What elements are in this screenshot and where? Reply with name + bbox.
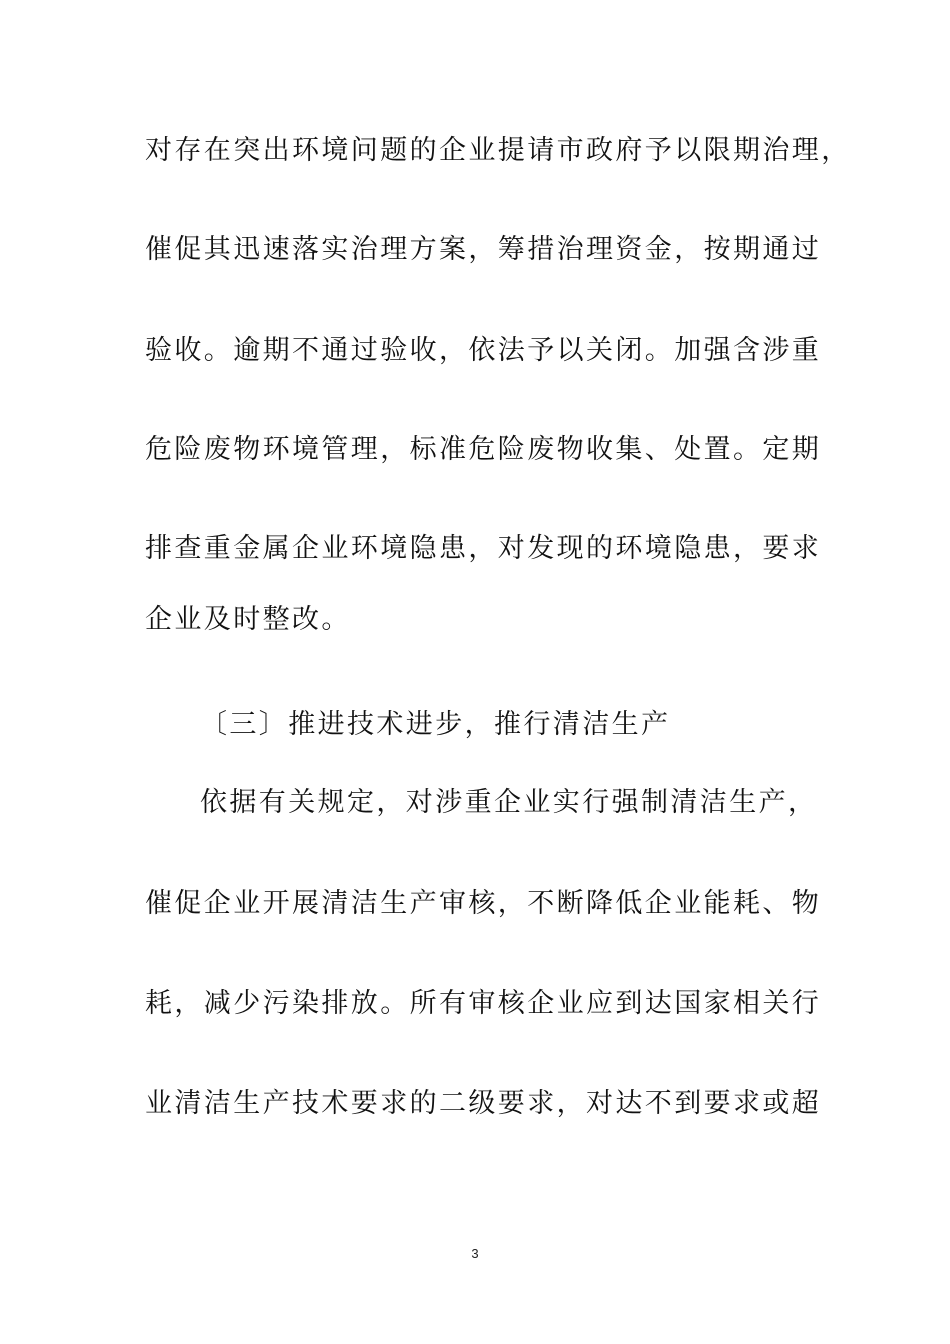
paragraph-line: 排查重金属企业环境隐患，对发现的环境隐患，要求: [145, 533, 822, 564]
paragraph-line: 耗，减少污染排放。所有审核企业应到达国家相关行: [145, 988, 822, 1019]
paragraph-line: 验收。逾期不通过验收，依法予以关闭。加强含涉重: [145, 335, 822, 366]
paragraph-line: 企业及时整改。: [145, 604, 351, 635]
paragraph-line: 对存在突出环境问题的企业提请市政府予以限期治理，: [145, 135, 851, 166]
paragraph-line: 业清洁生产技术要求的二级要求，对达不到要求或超: [145, 1088, 822, 1119]
page-number: 3: [471, 1246, 479, 1261]
paragraph-line: 依据有关规定，对涉重企业实行强制清洁生产，: [200, 787, 818, 818]
paragraph-line: 危险废物环境管理，标准危险废物收集、处置。定期: [145, 434, 822, 465]
paragraph-line: 催促企业开展清洁生产审核，不断降低企业能耗、物: [145, 888, 822, 919]
paragraph-line: 催促其迅速落实治理方案，筹措治理资金，按期通过: [145, 234, 822, 265]
section-heading: 〔三〕推进技术进步，推行清洁生产: [200, 709, 671, 740]
